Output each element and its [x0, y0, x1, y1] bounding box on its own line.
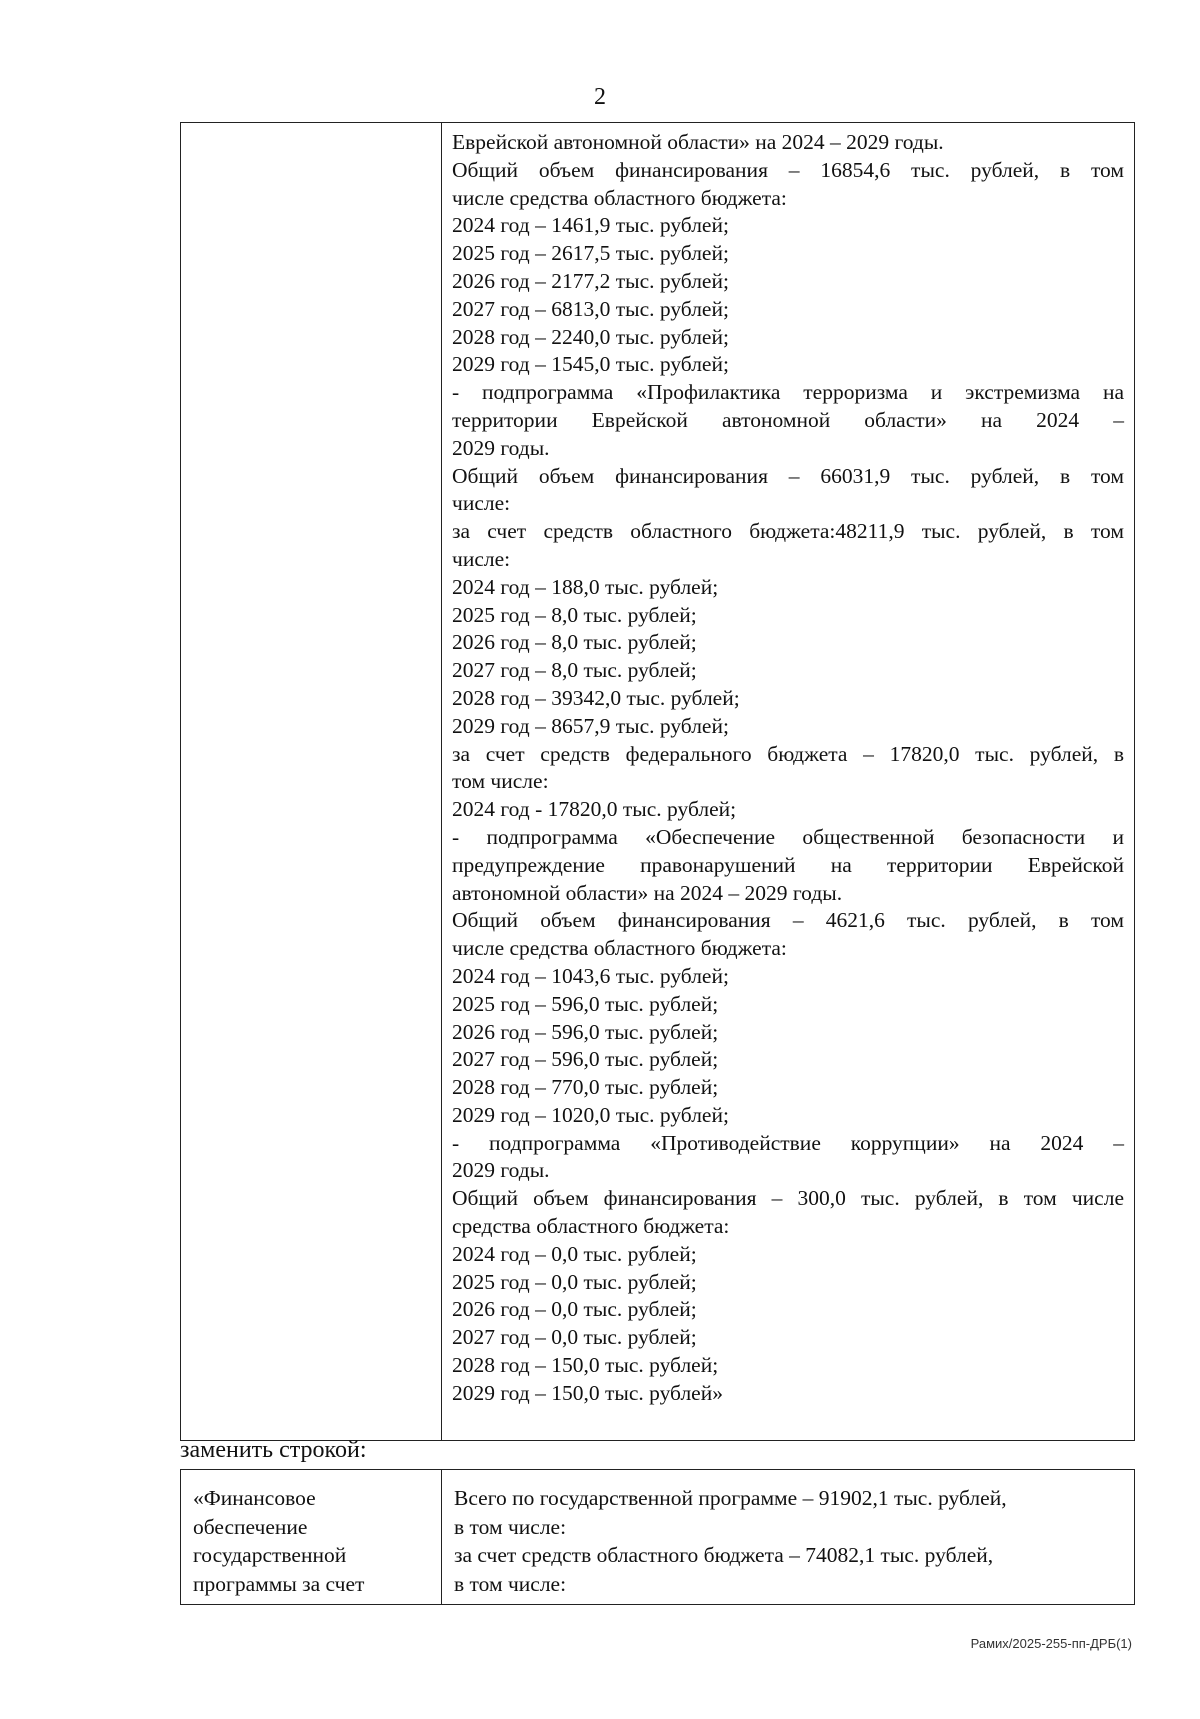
row-title-line: государственной: [193, 1543, 347, 1567]
financing-detail-line: 2029 год – 1020,0 тыс. рублей;: [452, 1102, 729, 1127]
table-row: [181, 123, 1135, 1441]
financing-detail-line: 2027 год – 596,0 тыс. рублей;: [452, 1047, 719, 1072]
financing-detail-line: 2029 год – 150,0 тыс. рублей»: [452, 1380, 723, 1405]
financing-detail-line: за счет средств областного бюджета:48211,9 тыс. рублей, в том: [452, 519, 1124, 544]
financing-detail-line: 2029 годы.: [452, 1158, 550, 1183]
financing-detail-line: 2024 год – 0,0 тыс. рублей;: [452, 1241, 697, 1266]
table-left-cell-empty: [181, 123, 442, 1441]
financing-detail-line: Общий объем финансирования – 300,0 тыс. рублей, в том числе: [452, 1186, 1124, 1211]
financing-detail-line: Еврейской автономной области» на 2024 – 2029 годы.: [452, 130, 944, 154]
financing-detail-line: средства областного бюджета:: [452, 1214, 730, 1239]
financing-detail-line: Общий объем финансирования – 16854,6 тыс. рублей, в том: [452, 157, 1124, 182]
financing-detail-line: 2024 год - 17820,0 тыс. рублей;: [452, 797, 737, 822]
financing-detail-line: 2029 год – 8657,9 тыс. рублей;: [452, 713, 729, 738]
row-content-lines: [442, 1470, 1134, 1598]
financing-details-lines: [442, 123, 1134, 1408]
financing-detail-line: 2026 год – 0,0 тыс. рублей;: [452, 1297, 697, 1322]
row-title-cell: [181, 1470, 442, 1605]
financing-detail-line: числе средства областного бюджета:: [452, 936, 787, 961]
financing-detail-line: 2025 год – 2617,5 тыс. рублей;: [452, 241, 729, 266]
financing-detail-line: 2026 год – 2177,2 тыс. рублей;: [452, 268, 729, 293]
financing-detail-line: 2024 год – 188,0 тыс. рублей;: [452, 574, 719, 599]
financing-detail-line: - подпрограмма «Обеспечение общественной безопасности и: [452, 824, 1124, 849]
replace-with-row-label: заменить строкой:: [180, 1437, 367, 1463]
page-number: 2: [594, 84, 606, 110]
financing-detail-line: 2028 год – 39342,0 тыс. рублей;: [452, 685, 740, 710]
row-title-line: «Финансовое: [193, 1486, 316, 1510]
financing-detail-line: за счет средств федерального бюджета – 17820,0 тыс. рублей, в: [452, 741, 1124, 766]
financing-detail-line: числе:: [452, 546, 511, 571]
row-title-line: обеспечение: [193, 1514, 308, 1539]
financing-detail-line: Общий объем финансирования – 4621,6 тыс. рублей, в том: [452, 908, 1124, 933]
financing-detail-line: 2026 год – 596,0 тыс. рублей;: [452, 1019, 719, 1044]
financing-detail-line: 2027 год – 6813,0 тыс. рублей;: [452, 296, 729, 321]
financing-detail-line: территории Еврейской автономной области» на 2024 –: [452, 407, 1124, 432]
financing-detail-line: 2028 год – 770,0 тыс. рублей;: [452, 1075, 719, 1100]
financing-detail-line: автономной области» на 2024 – 2029 годы.: [452, 880, 843, 905]
financing-detail-line: 2029 годы.: [452, 435, 550, 460]
financing-detail-line: 2028 год – 2240,0 тыс. рублей;: [452, 324, 729, 349]
financing-detail-line: 2027 год – 0,0 тыс. рублей;: [452, 1325, 697, 1350]
financing-detail-line: числе средства областного бюджета:: [452, 185, 787, 210]
financing-detail-line: 2024 год – 1461,9 тыс. рублей;: [452, 213, 729, 238]
financing-detail-line: 2029 год – 1545,0 тыс. рублей;: [452, 352, 729, 377]
financing-detail-line: 2026 год – 8,0 тыс. рублей;: [452, 630, 697, 655]
row-content-line: Всего по государственной программе – 91902,1 тыс. рублей,: [454, 1486, 1007, 1510]
row-content-line: за счет средств областного бюджета – 74082,1 тыс. рублей,: [454, 1543, 994, 1567]
document-code: Рамих/2025-255-пп-ДРБ(1): [970, 1636, 1132, 1651]
financing-detail-line: - подпрограмма «Профилактика терроризма и экстремизма на: [452, 380, 1124, 405]
financing-detail-line: - подпрограмма «Противодействие коррупции» на 2024 –: [452, 1130, 1124, 1155]
financing-detail-line: 2028 год – 150,0 тыс. рублей;: [452, 1353, 719, 1378]
financing-detail-line: 2027 год – 8,0 тыс. рублей;: [452, 658, 697, 683]
financing-detail-line: 2024 год – 1043,6 тыс. рублей;: [452, 963, 729, 988]
row-title-line: программы за счет: [193, 1571, 365, 1596]
financing-details-cell: [442, 123, 1135, 1441]
row-title-lines: [181, 1470, 441, 1598]
financing-table-old: [180, 122, 1135, 1441]
row-content-line: в том числе:: [454, 1514, 567, 1539]
financing-detail-line: том числе:: [452, 769, 549, 794]
financing-detail-line: числе:: [452, 491, 511, 516]
row-content-line: в том числе:: [454, 1571, 567, 1596]
financing-detail-line: 2025 год – 596,0 тыс. рублей;: [452, 991, 719, 1016]
financing-detail-line: Общий объем финансирования – 66031,9 тыс. рублей, в том: [452, 463, 1124, 488]
financing-detail-line: 2025 год – 8,0 тыс. рублей;: [452, 602, 697, 627]
table-row: [181, 1470, 1135, 1605]
financing-table-new: [180, 1469, 1135, 1605]
financing-detail-line: 2025 год – 0,0 тыс. рублей;: [452, 1269, 697, 1294]
financing-detail-line: предупреждение правонарушений на территории Еврейской: [452, 852, 1124, 877]
row-content-cell: [442, 1470, 1135, 1605]
